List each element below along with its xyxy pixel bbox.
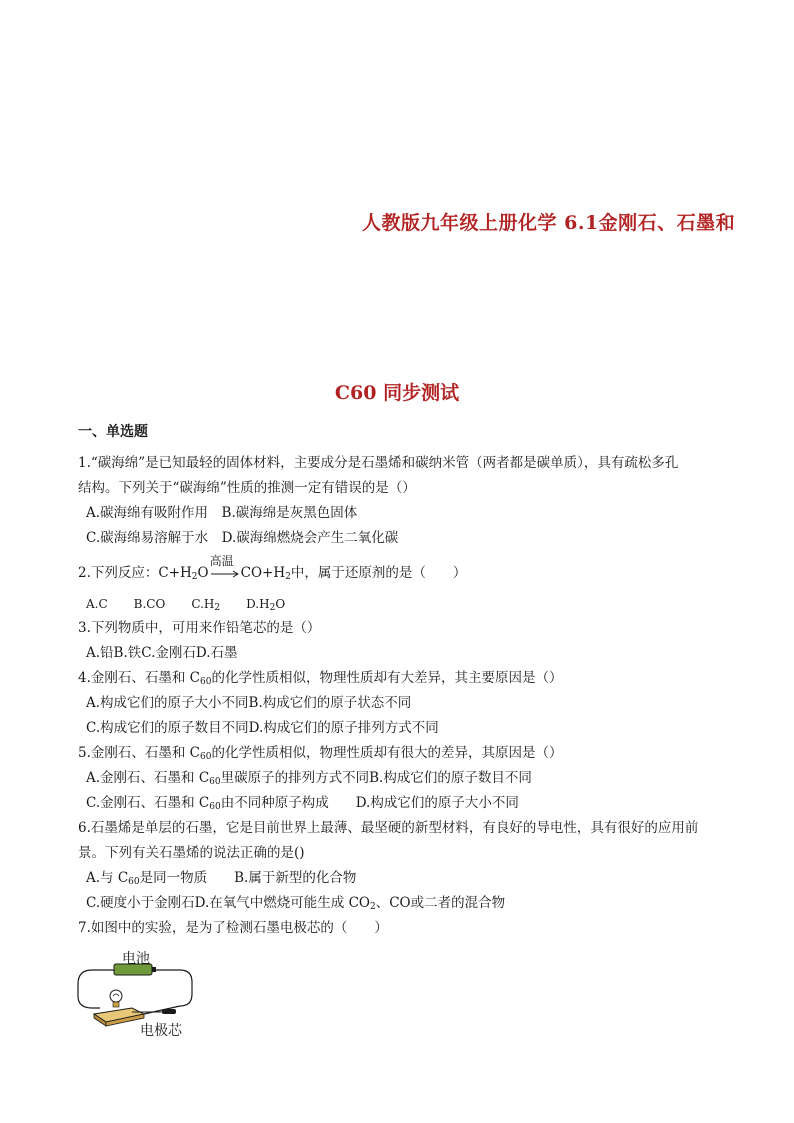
q5-a-pre: A.金刚石、石墨和 C (86, 770, 210, 786)
q5-stem (78, 743, 562, 763)
q6-options-cd (86, 893, 505, 913)
q5-c-sub: 60 (209, 802, 221, 812)
q5-sub: 60 (200, 752, 212, 762)
board-icon (94, 1008, 144, 1026)
doc-title-line2: C60 同步测试 (334, 382, 460, 404)
q2-option-d (246, 594, 285, 614)
q6-a-sub: 60 (128, 877, 140, 887)
q2-option-b: B.CO (133, 597, 166, 611)
q4-sub: 60 (200, 677, 212, 687)
q3-options: A.铅B.铁C.金刚石D.石墨 (86, 645, 238, 661)
reaction-arrow (209, 554, 241, 583)
q6-a-post: 是同一物质 B.属于新型的化合物 (139, 870, 357, 886)
q2-sub1: 2 (191, 572, 198, 582)
q6-stem-line2: 景。下列有关石墨烯的说法正确的是() (78, 845, 305, 861)
q5-c-post: 由不同种原子构成 D.构成它们的原子大小不同 (220, 795, 519, 811)
q4-options-ab: A.构成它们的原子大小不同B.构成它们的原子状态不同 (86, 695, 412, 711)
q2-option-c-text: C.H (191, 597, 215, 611)
q2-text-pre: 2.下列反应：C+H (78, 565, 192, 581)
q2-option-d-end: O (275, 597, 286, 611)
reaction-condition: 高温 (209, 554, 234, 568)
q5-options-cd (86, 793, 519, 813)
q5-text-post: 的化学性质相似，物理性质却有很大的差异，其原因是（） (211, 745, 563, 761)
q2-text-mid: CO+H (240, 565, 286, 581)
q2-stem (78, 554, 467, 583)
q5-a-sub: 60 (209, 777, 221, 787)
battery-label: 电池 (122, 951, 150, 967)
q1-stem-line1: 1.“碳海绵”是已知最轻的固体材料，主要成分是石墨烯和碳纳米管（两者都是碳单质），具有疏松多孔 (78, 455, 679, 471)
q1-options-cd: C.碳海绵易溶解于水 D.碳海绵燃烧会产生二氧化碳 (86, 530, 399, 546)
q6-c-sub: 2 (369, 902, 376, 912)
q6-c-pre: C.硬度小于金刚石D.在氧气中燃烧可能生成 CO (86, 895, 370, 911)
q7-stem: 7.如图中的实验，是为了检测石墨电极芯的（ ） (78, 920, 388, 936)
q5-text-pre: 5.金刚石、石墨和 C (78, 745, 201, 761)
q2-option-d-text: D.H (246, 597, 270, 611)
q5-c-pre: C.金刚石、石墨和 C (86, 795, 210, 811)
q6-stem-line1: 6.石墨烯是单层的石墨，它是目前世界上最薄、最坚硬的新型材料，有良好的导电性，具有很好的应用前 (78, 820, 699, 836)
section-heading: 一、单选题 (78, 424, 148, 440)
q4-text-pre: 4.金刚石、石墨和 C (78, 670, 201, 686)
q4-options-cd: C.构成它们的原子数目不同D.构成它们的原子排列方式不同 (86, 720, 439, 736)
q2-text-post: 中，属于还原剂的是（ ） (290, 565, 467, 581)
doc-title-line1: 人教版九年级上册化学 6.1金刚石、石墨和 (362, 212, 736, 234)
q4-stem (78, 668, 562, 688)
q2-option-c-sub: 2 (214, 603, 221, 613)
q5-a-post: 里碳原子的排列方式不同B.构成它们的原子数目不同 (220, 770, 532, 786)
q6-c-post: 、CO或二者的混合物 (375, 895, 506, 911)
electrode-label: 电极芯 (140, 1023, 182, 1039)
circuit-figure (74, 948, 204, 1040)
q2-option-a: A.C (86, 597, 108, 611)
q2-options (86, 594, 311, 614)
q4-text-post: 的化学性质相似，物理性质却有大差异，其主要原因是（） (211, 670, 563, 686)
q2-option-d-sub: 2 (269, 603, 276, 613)
q2-text-o: O (197, 565, 209, 581)
q1-stem-line2: 结构。下列关于“碳海绵”性质的推测一定有错误的是（） (78, 480, 416, 496)
q6-options-ab (86, 868, 356, 888)
q1-options-ab: A.碳海绵有吸附作用 B.碳海绵是灰黑色固体 (86, 505, 358, 521)
bulb-icon (110, 990, 122, 1007)
q5-options-ab (86, 768, 532, 788)
q2-sub2: 2 (285, 572, 291, 582)
q6-a-pre: A.与 C (86, 870, 129, 886)
q2-option-c (191, 594, 220, 614)
q3-stem: 3.下列物质中，可用来作铅笔芯的是（） (78, 620, 321, 636)
